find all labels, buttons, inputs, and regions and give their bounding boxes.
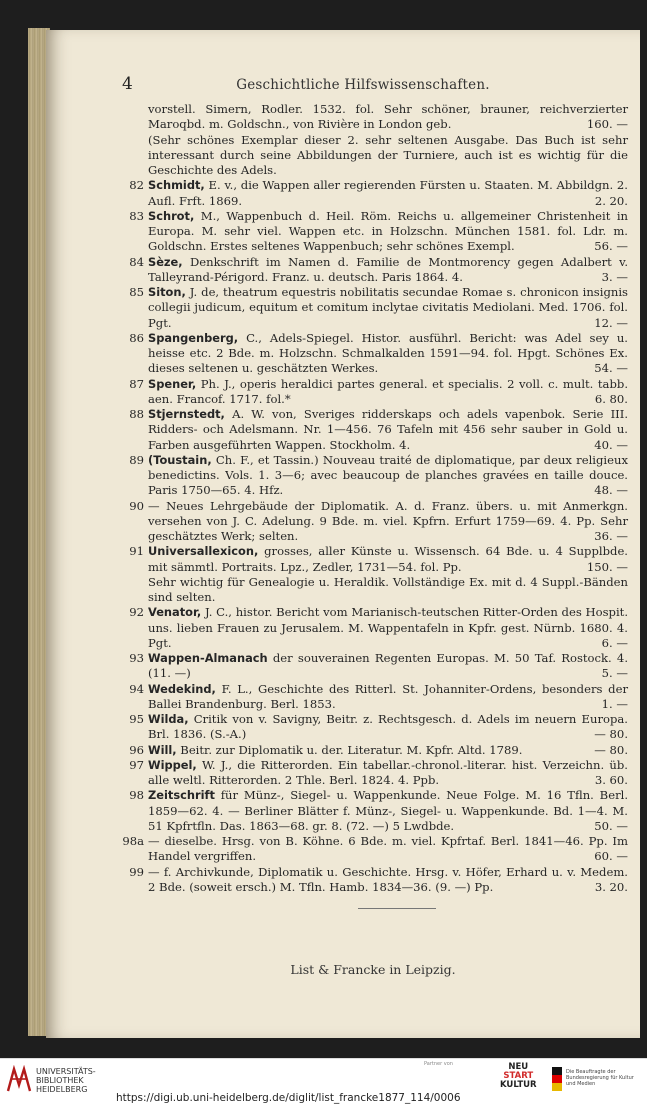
entry-author: Schmidt, xyxy=(148,178,205,193)
entry-author: Schrot, xyxy=(148,208,195,223)
neustart-kultur-logo[interactable] xyxy=(500,1063,537,1090)
entry-author: Wippel, xyxy=(148,757,197,772)
catalog-entry xyxy=(118,651,628,682)
entry-number: 88 xyxy=(129,407,144,421)
entry-number: 95 xyxy=(129,712,144,726)
entry-author: Will, xyxy=(148,742,177,757)
publisher-footer: List & Francke in Leipzig. xyxy=(290,962,456,977)
entry-note: (Sehr schönes Exemplar dieser 2. sehr seltenen Ausgabe. Das Buch ist sehr interessant durch seine Abbildungen der Turniere, auch ist es wichtig für die Geschichte des Adels. xyxy=(148,132,628,177)
entry-text: Ch. F., et Tassin.) Nouveau traité de diplomatique, par deux religieux benedictins. Vols. 1. 3—6; avec beaucoup de planches gravées en taille douce. Paris 1750—65. 4. Hfz. xyxy=(148,452,628,498)
entry-number: 99 xyxy=(129,864,144,879)
entry-text: A. W. von, Sveriges ridderskaps och adels vapenbok. Serie III. Ridders- och Adelsmann. Nr. 1—456. 76 Tafeln mit 456 sehr sauber in Gold u. Farben ausgeführten Wappen. Stockholm. 4. xyxy=(148,407,629,452)
entry-text: Beitr. zur Diplomatik u. der. Literatur. M. Kpfr. Altd. 1789. xyxy=(180,742,523,757)
entry-number: 96 xyxy=(129,742,144,757)
entry-author: Sèze, xyxy=(148,254,183,269)
entry-text: Denkschrift im Namen d. Familie de Montmorency gegen Adalbert v. Talleyrand-Périgord. Franz. u. deutsch. Paris 1864. 4. xyxy=(148,254,629,284)
entry-price: 160. — xyxy=(586,117,628,132)
entry-text: Ph. J., operis heraldici partes general. et specialis. 2 voll. c. mult. tabb. aen. Francof. 1717. fol.* xyxy=(148,376,628,406)
entry-price: — 80. xyxy=(594,742,628,757)
bkm-funder-logo[interactable] xyxy=(552,1065,644,1095)
catalog-entry xyxy=(118,407,628,453)
entry-number: 89 xyxy=(129,452,144,467)
entry-number: 92 xyxy=(129,605,144,620)
entry-author: Zeitschrift xyxy=(148,788,215,803)
entry-price: 40. — xyxy=(594,437,628,452)
entry-number: 90 xyxy=(129,498,144,513)
entry-author: Stjernstedt, xyxy=(148,407,225,421)
library-name-line: UNIVERSITÄTS- xyxy=(36,1067,96,1076)
entry-price: 12. — xyxy=(594,315,628,330)
page-header xyxy=(46,74,640,96)
catalog-entry xyxy=(118,758,628,789)
entry-text: M., Wappenbuch d. Heil. Röm. Reichs u. allgemeiner Christenheit in Europa. M. sehr viel. Wappen etc. in Holzschn. München 1581. fol. Ldr. m. Goldschn. Erstes seltenes Wappenbuch; sehr schönes Exempl. xyxy=(148,208,629,254)
partner-label: Partner von xyxy=(424,1061,453,1067)
entry-text: W. J., die Ritterorden. Ein tabellar.-chronol.-literar. hist. Verzeichn. üb. alle weltl. Ritterorden. 2 Thle. Berl. 1824. 4. Ppb. xyxy=(148,757,628,787)
neustart-line: NEU xyxy=(508,1062,529,1072)
entry-price: 3. 20. xyxy=(594,879,628,894)
library-name-line: HEIDELBERG xyxy=(36,1085,88,1094)
entry-price: 56. — xyxy=(594,239,628,254)
entry-price: 3. — xyxy=(601,269,628,284)
catalog-entry xyxy=(118,178,628,209)
catalog-entry xyxy=(118,331,628,377)
catalog-entry xyxy=(118,712,628,743)
entry-number: 83 xyxy=(129,208,144,223)
entry-number: 87 xyxy=(129,376,144,391)
library-name-line: BIBLIOTHEK xyxy=(36,1076,84,1085)
entry-author: Spener, xyxy=(148,376,197,391)
entry-number: 84 xyxy=(129,254,144,269)
catalog-entry xyxy=(118,209,628,255)
catalog-entry xyxy=(118,865,628,896)
entry-author: Wappen-Almanach xyxy=(148,651,268,665)
entry-text: C., Adels-Spiegel. Histor. ausführl. Bericht: was Adel sey u. heisse etc. 2 Bde. m. Holzschn. Schmalkalden 1591—94. fol. Hpgt. Schönes Ex. dieses seltenen u. geschätzten Werkes. xyxy=(148,330,628,376)
entry-price: 36. — xyxy=(594,529,628,543)
entry-price: 54. — xyxy=(594,361,628,376)
entry-text: E. v., die Wappen aller regierenden Fürsten u. Staaten. M. Abbildgn. 2. Aufl. Frft. 1869. xyxy=(148,178,628,208)
entry-author: Wedekind, xyxy=(148,681,216,696)
entry-author: Wilda, xyxy=(148,712,189,726)
catalog-entries xyxy=(118,102,628,895)
separator-rule xyxy=(358,908,436,909)
entry-author: Siton, xyxy=(148,285,186,299)
entry-price: — 80. xyxy=(594,727,628,742)
entry-number: 98 xyxy=(129,788,144,803)
catalog-entry xyxy=(118,743,628,758)
entry-text: — dieselbe. Hrsg. von B. Köhne. 6 Bde. m. viel. Kpfrtaf. Berl. 1841—46. Pp. Im Handel vergriffen. xyxy=(148,834,628,864)
entry-number: 91 xyxy=(129,544,144,559)
entry-price: 50. — xyxy=(594,818,628,833)
catalog-entry xyxy=(118,834,628,865)
entry-price: 6. 80. xyxy=(594,391,628,406)
catalog-entry xyxy=(118,544,628,605)
entry-text: vorstell. Simern, Rodler. 1532. fol. Sehr schöner, brauner, reichverzierter Maroqbd. m. Goldschn., von Rivière in London geb. xyxy=(148,102,628,132)
german-flag-icon xyxy=(552,1067,562,1091)
neustart-line: KULTUR xyxy=(500,1080,537,1090)
page-url[interactable]: https://digi.ub.uni-heidelberg.de/diglit/list_francke1877_114/0006 xyxy=(116,1092,461,1104)
entry-number: 82 xyxy=(129,178,144,193)
catalog-entry xyxy=(118,499,628,545)
neustart-line: START xyxy=(503,1071,534,1081)
entry-price: 5. — xyxy=(601,666,628,681)
catalog-entry xyxy=(118,788,628,834)
entry-text: F. L., Geschichte des Ritterl. St. Johanniter-Ordens, besonders der Ballei Brandenburg. Berl. 1853. xyxy=(148,681,629,711)
catalog-entry xyxy=(118,102,628,178)
entry-author: Spangenberg, xyxy=(148,330,239,345)
entry-author: Universallexicon, xyxy=(148,544,259,559)
catalog-entry xyxy=(118,682,628,713)
entry-text: für Münz-, Siegel- u. Wappenkunde. Neue Folge. M. 16 Tfln. Berl. 1859—62. 4. — Berliner Blätter f. Münz-, Siegel- u. Wappenkunde. Bd. 1—4. M. 51 Kpfrtfln. Das. 1863—68. gr. 8. (72. —) 5 Lwdbde. xyxy=(148,788,629,833)
library-name[interactable] xyxy=(36,1067,96,1094)
entry-price: 1. — xyxy=(601,696,628,711)
viewer-footer-bar xyxy=(0,1058,647,1106)
entry-number: 86 xyxy=(129,330,144,345)
entry-text: J. de, theatrum equestris nobilitatis secundae Romae s. chronicon insignis collegii judicum, equitum et comitum inclytae civitatis Mediolani. Med. 1706. fol. Pgt. xyxy=(148,285,629,330)
entry-number: 94 xyxy=(129,681,144,696)
entry-price: 2. 20. xyxy=(594,193,628,208)
catalog-entry xyxy=(118,255,628,286)
entry-price: 6. — xyxy=(601,635,628,650)
entry-number: 98a xyxy=(122,834,144,848)
catalog-entry xyxy=(118,285,628,331)
entry-text: der souverainen Regenten Europas. M. 50 Taf. Rostock. 4. (11. —) xyxy=(148,651,628,681)
running-title: Geschichtliche Hilfswissenschaften. xyxy=(236,77,490,93)
book-page xyxy=(46,30,640,1038)
entry-note: Sehr wichtig für Genealogie u. Heraldik. Vollständige Ex. mit d. 4 Suppl.-Bänden sind selten. xyxy=(148,574,628,604)
funder-text: Die Beauftragte der Bundesregierung für Kultur und Medien xyxy=(566,1069,634,1087)
catalog-entry xyxy=(118,453,628,499)
catalog-entry xyxy=(118,605,628,651)
entry-author: Venator, xyxy=(148,605,202,620)
entry-price: 60. — xyxy=(594,849,628,864)
entry-text: J. C., histor. Bericht vom Marianisch-teutschen Ritter-Orden des Hospit. uns. lieben Frauen zu Jerusalem. M. Wappentafeln in Kpfr. gest. Nürnb. 1680. 4. Pgt. xyxy=(148,605,629,650)
entry-text: grosses, aller Künste u. Wissensch. 64 Bde. u. 4 Supplbde. mit sämmtl. Portraits. Lpz., Zedler, 1731—54. fol. Pp. xyxy=(148,544,628,574)
page-number: 4 xyxy=(122,74,133,94)
entry-price: 150. — xyxy=(586,559,628,574)
entry-number: 93 xyxy=(129,651,144,665)
heidelberg-university-library-logo[interactable] xyxy=(6,1065,32,1093)
entry-text: — Neues Lehrgebäude der Diplomatik. A. d. Franz. übers. u. mit Anmerkgn. versehen von J. C. Adelung. 9 Bde. m. viel. Kpfrn. Erfurt 1759—69. 4. Pp. Sehr geschätztes Werk; selten. xyxy=(148,498,628,543)
entry-text: — f. Archivkunde, Diplomatik u. Geschichte. Hrsg. v. Höfer, Erhard u. v. Medem. 2 Bde. (soweit ersch.) M. Tfln. Hamb. 1834—36. (9. —) Pp. xyxy=(148,864,628,894)
catalog-entry xyxy=(118,377,628,408)
entry-author: (Toustain, xyxy=(148,452,212,467)
entry-price: 48. — xyxy=(594,483,628,498)
entry-number: 85 xyxy=(129,285,144,299)
entry-price: 3. 60. xyxy=(594,773,628,787)
entry-text: Critik von v. Savigny, Beitr. z. Rechtsgesch. d. Adels im neuern Europa. Brl. 1836. (S.-A.) xyxy=(148,712,628,742)
entry-number: 97 xyxy=(129,757,144,772)
